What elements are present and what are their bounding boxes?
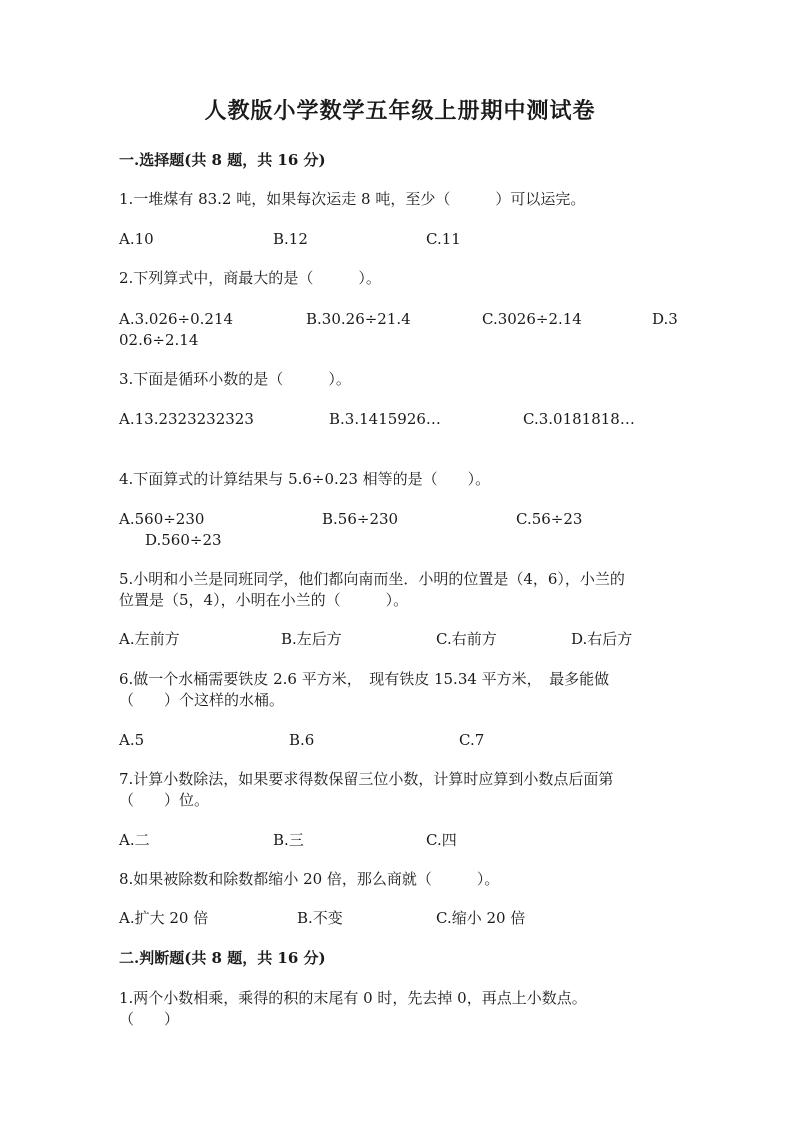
option: C.缩小 20 倍 bbox=[436, 909, 526, 927]
option-wrap: 02.6÷2.14 bbox=[119, 331, 199, 349]
option: C.四 bbox=[426, 831, 457, 849]
option: A.10 bbox=[119, 230, 154, 248]
question-stem: 6.做一个水桶需要铁皮 2.6 平方米， 现有铁皮 15.34 平方米， 最多能做 bbox=[119, 670, 610, 688]
question-stem: 8.如果被除数和除数都缩小 20 倍，那么商就（ ）。 bbox=[119, 870, 500, 888]
option: A.560÷230 bbox=[119, 510, 205, 528]
option: C.3026÷2.14 bbox=[482, 310, 582, 328]
option: A.5 bbox=[119, 731, 145, 749]
option: A.二 bbox=[119, 831, 150, 849]
option: B.56÷230 bbox=[322, 510, 399, 528]
option: C.11 bbox=[426, 230, 461, 248]
question-stem: 5.小明和小兰是同班同学，他们都向南而坐．小明的位置是（4，6），小兰的 bbox=[119, 570, 625, 588]
page-title: 人教版小学数学五年级上册期中测试卷 bbox=[204, 98, 596, 124]
question-stem: 7.计算小数除法，如果要求得数保留三位小数，计算时应算到小数点后面第 bbox=[119, 770, 614, 788]
section-heading-multiple-choice: 一.选择题(共 8 题，共 16 分) bbox=[119, 151, 326, 169]
question-stem-cont: （ ）个这样的水桶。 bbox=[119, 691, 285, 709]
question-stem-cont: （ ）位。 bbox=[119, 791, 210, 809]
option: C.7 bbox=[459, 731, 485, 749]
section-heading-true-false: 二.判断题(共 8 题，共 16 分) bbox=[119, 949, 326, 967]
question-stem-cont: （ ） bbox=[119, 1010, 180, 1028]
option: A.左前方 bbox=[119, 630, 180, 648]
option: C.右前方 bbox=[436, 630, 497, 648]
question-stem: 3.下面是循环小数的是（ ）。 bbox=[119, 370, 351, 388]
option: B.30.26÷21.4 bbox=[306, 310, 411, 328]
option: B.不变 bbox=[297, 909, 343, 927]
question-stem-cont: 位置是（5，4），小明在小兰的（ ）。 bbox=[119, 591, 409, 609]
option: B.左后方 bbox=[281, 630, 342, 648]
option: C.56÷23 bbox=[516, 510, 583, 528]
question-stem: 1.一堆煤有 83.2 吨，如果每次运走 8 吨，至少（ ）可以运完。 bbox=[119, 190, 586, 208]
option: B.6 bbox=[289, 731, 315, 749]
option: D.560÷23 bbox=[145, 531, 222, 549]
option: A.3.026÷0.214 bbox=[119, 310, 234, 328]
option: C.3.0181818… bbox=[523, 410, 635, 428]
question-stem: 1.两个小数相乘，乘得的积的末尾有 0 时，先去掉 0，再点上小数点。 bbox=[119, 989, 587, 1007]
option: B.3.1415926… bbox=[329, 410, 441, 428]
option: A.13.2323232323 bbox=[119, 410, 254, 428]
option: A.扩大 20 倍 bbox=[119, 909, 209, 927]
question-stem: 2.下列算式中，商最大的是（ ）。 bbox=[119, 269, 381, 287]
question-stem: 4.下面算式的计算结果与 5.6÷0.23 相等的是（ ）。 bbox=[119, 470, 491, 488]
option: D.右后方 bbox=[571, 630, 633, 648]
option: B.12 bbox=[273, 230, 308, 248]
option: D.3 bbox=[652, 310, 678, 328]
option: B.三 bbox=[273, 831, 304, 849]
